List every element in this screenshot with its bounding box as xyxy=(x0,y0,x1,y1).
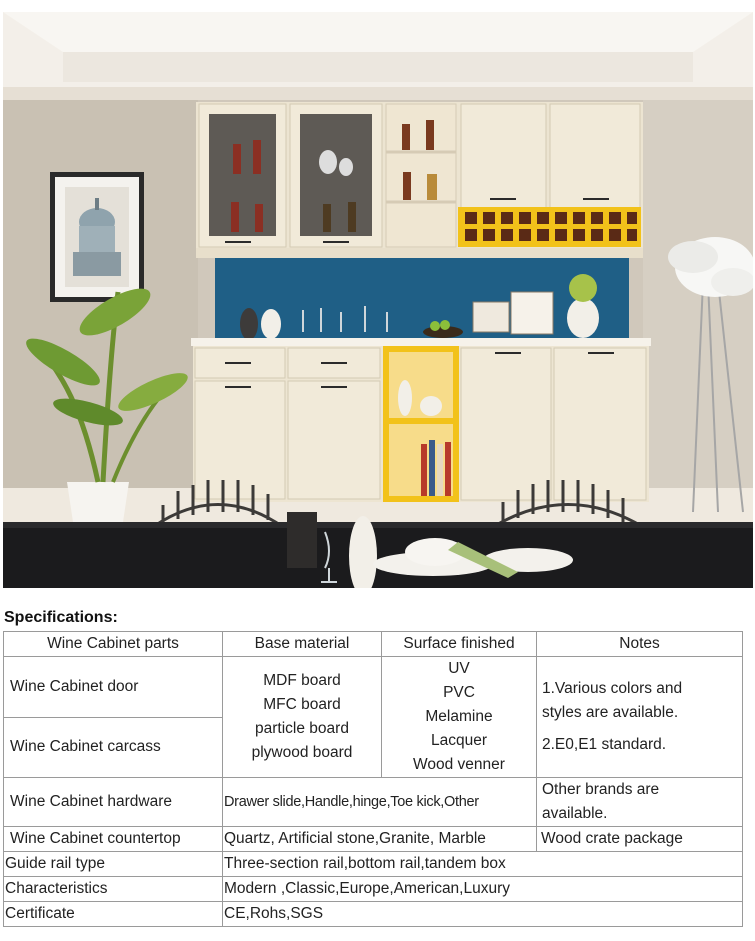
table-row xyxy=(4,657,743,718)
countertop-note: Wood crate package xyxy=(537,827,743,852)
note-line: Other brands are xyxy=(542,781,660,798)
notes-cell xyxy=(537,657,743,778)
table-row xyxy=(4,778,743,827)
row-label-characteristics: Characteristics xyxy=(4,877,223,902)
row-label-hardware: Wine Cabinet hardware xyxy=(4,778,223,827)
hardware-note xyxy=(537,778,743,827)
header-base-material: Base material xyxy=(223,632,382,657)
surface-finish-item: UV xyxy=(448,660,470,677)
table-row xyxy=(4,877,743,902)
surface-finish-list xyxy=(382,657,537,778)
countertop-value: Quartz, Artificial stone,Granite, Marble xyxy=(223,827,537,852)
table-row xyxy=(4,902,743,927)
base-material-item: particle board xyxy=(255,720,349,737)
hardware-value: Drawer slide,Handle,hinge,Toe kick,Other xyxy=(223,778,537,827)
note-line: 2.E0,E1 standard. xyxy=(542,736,667,753)
row-label-door: Wine Cabinet door xyxy=(4,657,223,718)
table-row xyxy=(4,852,743,877)
header-notes: Notes xyxy=(537,632,743,657)
note-line: 1.Various colors and xyxy=(542,680,683,697)
surface-finish-item: Lacquer xyxy=(430,732,487,749)
characteristics-value: Modern ,Classic,Europe,American,Luxury xyxy=(223,877,743,902)
base-material-item: MFC board xyxy=(263,696,341,713)
base-material-item: MDF board xyxy=(263,672,341,689)
note-line: available. xyxy=(542,805,608,822)
header-surface-finished: Surface finished xyxy=(382,632,537,657)
row-label-countertop: Wine Cabinet countertop xyxy=(4,827,223,852)
certificate-value: CE,Rohs,SGS xyxy=(223,902,743,927)
table-header-row xyxy=(4,632,743,657)
guide-rail-value: Three-section rail,bottom rail,tandem box xyxy=(223,852,743,877)
product-photo xyxy=(3,12,753,588)
specifications-table xyxy=(3,631,743,927)
base-material-list xyxy=(223,657,382,778)
specifications-heading: Specifications: xyxy=(4,609,118,626)
surface-finish-item: Melamine xyxy=(425,708,493,725)
surface-finish-item: Wood venner xyxy=(413,756,505,773)
painting-icon xyxy=(50,172,144,302)
row-label-carcass: Wine Cabinet carcass xyxy=(4,717,223,778)
header-parts: Wine Cabinet parts xyxy=(4,632,223,657)
row-label-certificate: Certificate xyxy=(4,902,223,927)
note-line: styles are available. xyxy=(542,704,679,721)
table-row xyxy=(4,827,743,852)
base-material-item: plywood board xyxy=(251,744,353,761)
surface-finish-item: PVC xyxy=(443,684,475,701)
row-label-guide-rail: Guide rail type xyxy=(4,852,223,877)
